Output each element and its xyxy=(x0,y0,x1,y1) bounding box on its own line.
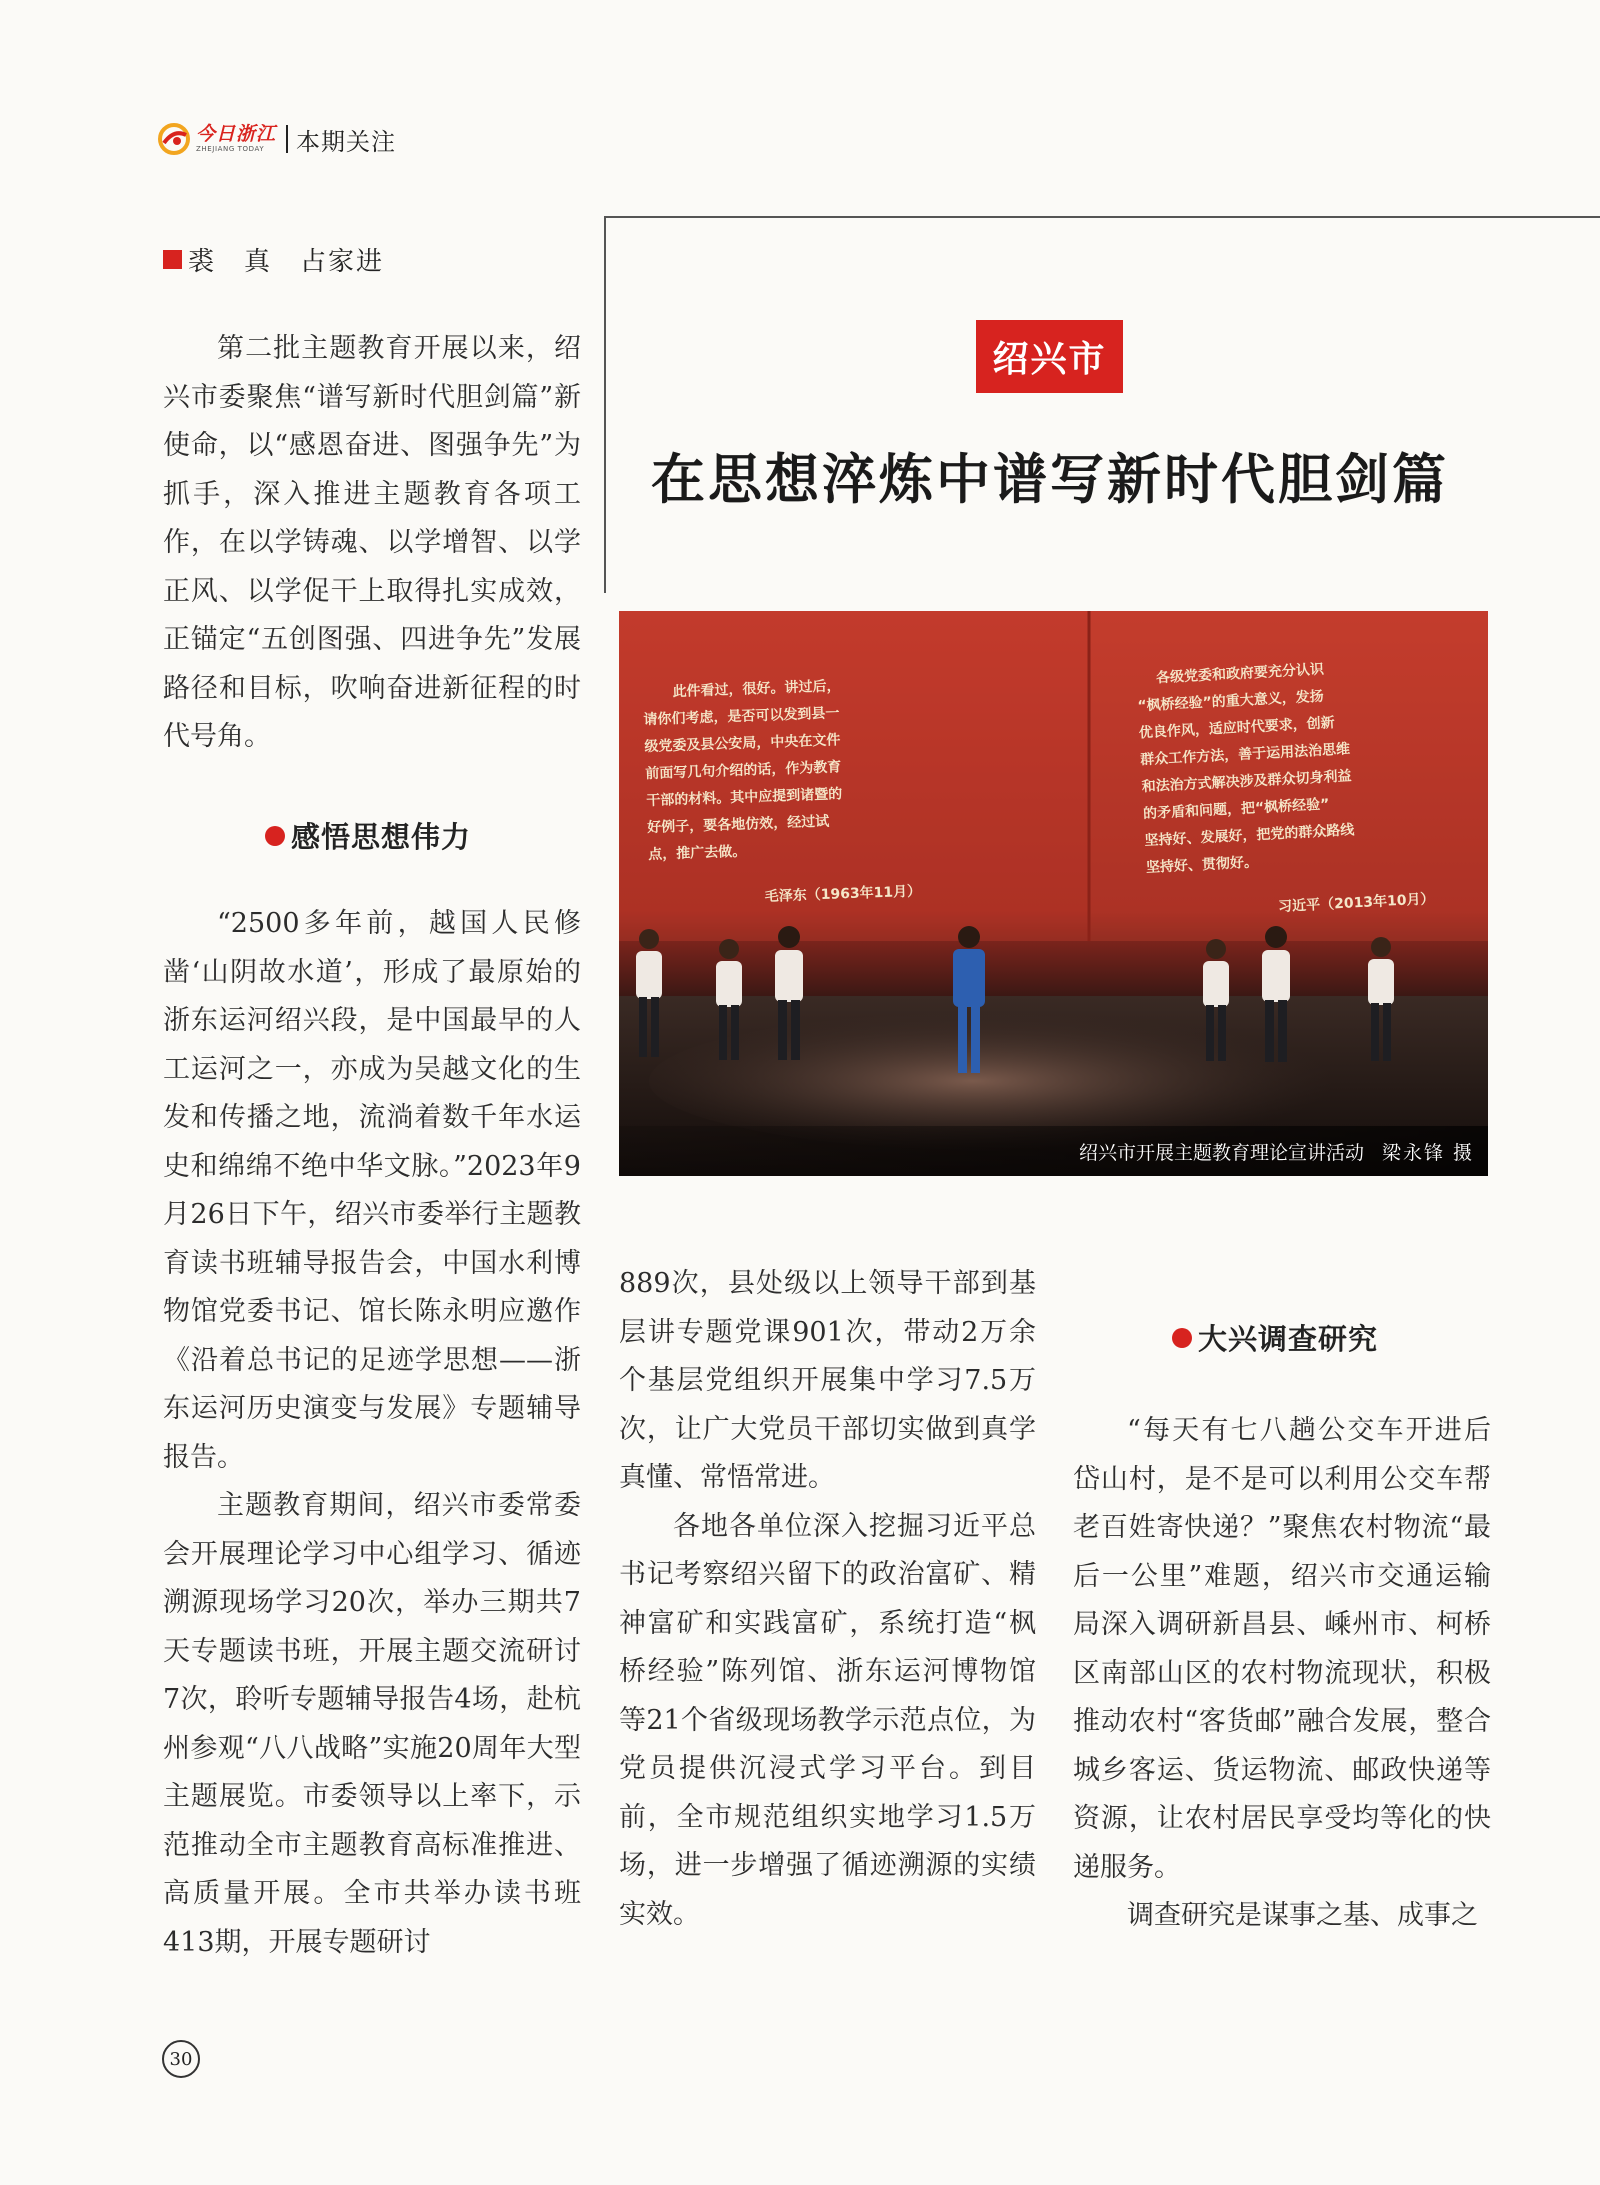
page-number: 30 xyxy=(162,2040,200,2078)
logo-cn: 今日浙江 xyxy=(196,123,277,145)
article-title: 在思想淬炼中谱写新时代胆剑篇 xyxy=(651,447,1449,511)
title-frame-left-rule xyxy=(604,216,606,593)
right-screen-line: 和法治方式解决涉及群众切身利益 xyxy=(1141,768,1352,796)
logo-icon xyxy=(158,123,190,155)
paragraph: 各地各单位深入挖掘习近平总书记考察绍兴留下的政治富矿、精神富矿和实践富矿，系统打造“枫桥经验”陈列馆、浙东运河博物馆等21个省级现场教学示范点位，为党员提供沉浸式学习平台。到目前，全市规范组织实地学习1.5万场，进一步增强了循迹溯源的实绩实效。 xyxy=(619,1510,1036,1930)
paragraph: 889次，县处级以上领导干部到基层讲专题党课901次，带动2万余个基层党组织开展集中学习7.5万次，让广大党员干部切实做到真学真懂、常悟常进。 xyxy=(619,1268,1036,1493)
city-tag: 绍兴市 xyxy=(976,320,1123,393)
paragraph: 调查研究是谋事之基、成事之 xyxy=(1127,1900,1478,1931)
right-screen-line: 坚持好、发展好，把党的群众路线 xyxy=(1144,822,1355,850)
bullet-dot-icon xyxy=(1172,1328,1192,1348)
subhead-2 xyxy=(1172,1317,1378,1358)
subhead-1 xyxy=(265,815,471,856)
column-3 xyxy=(1073,1407,1491,1941)
left-screen-line: 干部的材料。其中应提到诸暨的 xyxy=(646,786,843,810)
subhead-2-text: 大兴调查研究 xyxy=(1198,1322,1379,1356)
paragraph: “每天有七八趟公交车开进后岱山村，是不是可以利用公交车帮老百姓寄快递？”聚焦农村物流“最后一公里”难题，绍兴市交通运输局深入调研新昌县、嵊州市、柯桥区南部山区的农村物流现状，积极推动农村“客货邮”融合发展，整合城乡客运、货运物流、邮政快递等资源，让农村居民享受均等化的快递服务。 xyxy=(1073,1415,1491,1883)
left-screen-signature: 毛泽东（1963年11月） xyxy=(764,883,922,905)
left-screen-line: 此件看过，很好。讲过后， xyxy=(672,678,841,701)
subhead-1-text: 感悟思想伟力 xyxy=(291,820,472,854)
left-screen-line: 点，推广去做。 xyxy=(647,843,747,864)
column-1-intro xyxy=(163,325,581,762)
bullet-dot-icon xyxy=(265,826,285,846)
logo-wordmark xyxy=(196,125,276,153)
byline-marker-icon xyxy=(163,250,182,269)
column-1-body xyxy=(163,900,581,1967)
header-divider xyxy=(286,125,288,153)
right-screen-line: 的矛盾和问题，把“枫桥经验” xyxy=(1142,796,1330,823)
column-2 xyxy=(619,1260,1036,1939)
title-frame-top-rule xyxy=(604,216,1600,218)
right-screen-line: 群众工作方法，善于运用法治思维 xyxy=(1139,741,1351,769)
byline xyxy=(163,241,384,278)
author-names: 裘 真 占家进 xyxy=(188,247,385,277)
paragraph: “2500多年前，越国人民修凿‘山阴故水道’，形成了最原始的浙东运河绍兴段，是中国最早的人工运河之一，亦成为吴越文化的生发和传播之地，流淌着数千年水运史和绵绵不绝中华文脉。”2023年9月26日下午，绍兴市委举行主题教育读书班辅导报告会，中国水利博物馆党委书记、馆长陈永明应邀作《沿着总书记的足迹学思想——浙东运河历史演变与发展》专题辅导报告。 xyxy=(163,908,581,1473)
left-screen-line: 前面写几句介绍的话，作为教育 xyxy=(645,759,842,783)
photo-credit: 梁永锋 摄 xyxy=(1381,1141,1474,1164)
photo-caption xyxy=(619,1126,1488,1176)
logo-en: ZHEJIANG TODAY xyxy=(196,145,265,153)
paragraph: 主题教育期间，绍兴市委常委会开展理论学习中心组学习、循迹溯源现场学习20次，举办三期共7天专题读书班，开展主题交流研讨7次，聆听专题辅导报告4场，赴杭州参观“八八战略”实施20周年大型主题展览。市委领导以上率下，示范推动全市主题教育高标准推进、高质量开展。全市共举办读书班413期，开展专题研讨 xyxy=(163,1490,581,1958)
magazine-header xyxy=(158,118,396,160)
intro-paragraph: 第二批主题教育开展以来，绍兴市委聚焦“谱写新时代胆剑篇”新使命，以“感恩奋进、图强争先”为抓手，深入推进主题教育各项工作，在以学铸魂、以学增智、以学正风、以学促干上取得扎实成效，正锚定“五创图强、四进争先”发展路径和目标，吹响奋进新征程的时代号角。 xyxy=(163,333,581,752)
left-screen-line: 请你们考虑，是否可以发到县一 xyxy=(643,705,840,729)
stage-illustration xyxy=(619,611,1488,1176)
left-screen-line: 好例子，要各地仿效，经过试 xyxy=(647,813,830,837)
section-name: 本期关注 xyxy=(296,127,397,156)
left-screen-line: 级党委及县公安局，中央在文件 xyxy=(644,732,841,756)
right-screen-line: “枫桥经验”的重大意义，发扬 xyxy=(1137,688,1325,715)
right-screen-signature: 习近平（2013年10月） xyxy=(1277,891,1435,916)
caption-text: 绍兴市开展主题教育理论宣讲活动 xyxy=(1078,1141,1364,1164)
right-screen-line: 各级党委和政府要充分认识 xyxy=(1155,661,1325,687)
stage-photo xyxy=(619,611,1488,1176)
right-screen-line: 坚持好、贯彻好。 xyxy=(1145,854,1259,877)
right-screen-line: 优良作风，适应时代要求，创新 xyxy=(1138,715,1336,742)
